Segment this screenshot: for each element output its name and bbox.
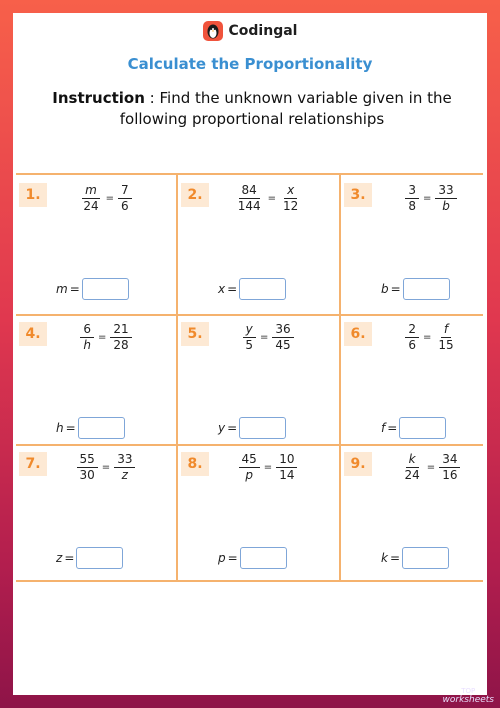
answer-box[interactable] [402,547,449,569]
answer-equals: = [65,421,76,435]
right-numerator: 10 [276,452,297,468]
answer-variable: h [56,421,64,435]
right-fraction [114,452,135,483]
right-numerator: 33 [114,452,135,468]
right-numerator: f [441,322,451,338]
logo [13,21,487,44]
right-denominator: b [442,199,450,213]
right-numerator: 36 [272,322,293,338]
problem-number: 1. [19,183,47,207]
instruction-text: : Find the unknown variable given in the following proportional relationships [119,89,452,128]
answer-variable: b [381,282,389,296]
equals-sign: = [101,462,111,473]
answer-row [218,417,286,439]
equals-sign: = [263,462,273,473]
instruction-label: Instruction [52,89,145,107]
problem-cell [16,316,171,445]
left-denominator: 8 [408,199,416,213]
left-fraction [405,322,419,353]
page-title: Calculate the Proportionality [127,55,373,73]
answer-box[interactable] [82,278,129,300]
problem-cell [178,177,333,306]
answer-variable: f [381,421,386,435]
right-numerator: 7 [118,183,132,199]
left-denominator: p [245,468,253,482]
right-numerator: 33 [435,183,456,199]
right-denominator: 14 [279,468,295,482]
answer-row [381,278,450,300]
left-fraction [405,183,419,214]
equals-sign: = [105,193,115,204]
problem-number: 3. [344,183,372,207]
answer-variable: y [218,421,226,435]
proportion-equation [381,183,481,214]
proportion-equation [218,452,318,483]
problem-cell [341,446,496,575]
answer-box[interactable] [240,547,287,569]
answer-box[interactable] [78,417,125,439]
equals-sign: = [422,193,432,204]
right-denominator: z [121,468,128,482]
right-numerator: x [284,183,297,199]
answer-equals: = [227,551,238,565]
problem-number: 2. [181,183,209,207]
answer-variable: x [218,282,226,296]
answer-variable: m [56,282,68,296]
left-numerator: y [243,322,256,338]
left-denominator: 6 [408,338,416,352]
footer-line1: TOP [461,687,476,695]
answer-equals: = [390,282,401,296]
right-denominator: 15 [438,338,454,352]
right-denominator: 16 [442,468,458,482]
right-numerator: 21 [110,322,131,338]
left-denominator: 24 [404,468,420,482]
answer-box[interactable] [76,547,123,569]
logo-text: Codingal [228,23,298,39]
footer-line2: worksheets [442,695,494,705]
right-denominator: 45 [275,338,291,352]
problem-number: 8. [181,452,209,476]
left-denominator: h [83,338,91,352]
left-numerator: 84 [239,183,260,199]
left-numerator: 55 [77,452,98,468]
answer-equals: = [227,282,238,296]
answer-row [381,417,446,439]
answer-box[interactable] [403,278,450,300]
right-fraction [110,322,131,353]
answer-variable: z [56,551,63,565]
problem-cell [178,446,333,575]
problem-cell [16,446,171,575]
proportion-equation [218,322,318,353]
left-denominator: 24 [83,199,99,213]
left-numerator: m [82,183,100,199]
right-fraction [118,183,132,214]
answer-row [218,278,286,300]
problem-number: 9. [344,452,372,476]
problem-number: 4. [19,322,47,346]
answer-equals: = [64,551,75,565]
problem-number: 7. [19,452,47,476]
left-fraction [239,452,260,483]
left-denominator: 30 [79,468,95,482]
answer-row [56,547,123,569]
left-fraction [80,322,94,353]
right-denominator: 28 [113,338,129,352]
problem-cell [341,177,496,306]
problem-cell [16,177,171,306]
equals-sign: = [267,193,276,204]
right-fraction [276,452,297,483]
left-numerator: 2 [405,322,419,338]
equals-sign: = [426,462,436,473]
problem-grid [16,173,483,582]
answer-equals: = [69,282,80,296]
right-denominator: 12 [283,199,299,213]
problem-number: 5. [181,322,209,346]
proportion-equation [218,183,318,214]
answer-row [381,547,449,569]
right-fraction [439,452,460,483]
answer-equals: = [389,551,401,565]
left-denominator: 5 [245,338,253,352]
answer-variable: p [218,551,226,565]
answer-box[interactable] [399,417,446,439]
answer-equals: = [227,421,238,435]
left-fraction [80,183,101,214]
right-fraction [272,322,293,353]
equals-sign: = [259,332,269,343]
right-fraction [435,183,456,214]
right-fraction [435,322,456,353]
answer-equals: = [387,421,398,435]
penguin-logo-icon [203,21,223,41]
right-fraction [280,183,301,214]
answer-variable: k [381,551,388,565]
problem-cell [178,316,333,445]
left-fraction [235,183,264,214]
left-numerator: k [406,452,419,468]
answer-row [218,547,287,569]
answer-box[interactable] [239,417,286,439]
problem-number: 6. [344,322,372,346]
equals-sign: = [97,332,107,343]
proportion-equation [56,183,156,214]
right-denominator: 6 [121,199,129,213]
left-numerator: 45 [239,452,260,468]
left-fraction [77,452,98,483]
worksheet-page [13,13,487,695]
left-denominator: 144 [237,199,261,213]
proportion-equation [56,322,156,353]
right-numerator: 34 [439,452,460,468]
problem-cell [341,316,496,445]
left-numerator: 3 [405,183,419,199]
footer-brand [443,687,494,705]
left-fraction [402,452,423,483]
proportion-equation [381,322,481,353]
left-fraction [242,322,256,353]
equals-sign: = [422,332,432,343]
proportion-equation [56,452,156,483]
answer-row [56,417,125,439]
answer-box[interactable] [239,278,286,300]
proportion-equation [381,452,481,483]
instruction [27,88,477,130]
left-numerator: 6 [80,322,94,338]
answer-row [56,278,129,300]
